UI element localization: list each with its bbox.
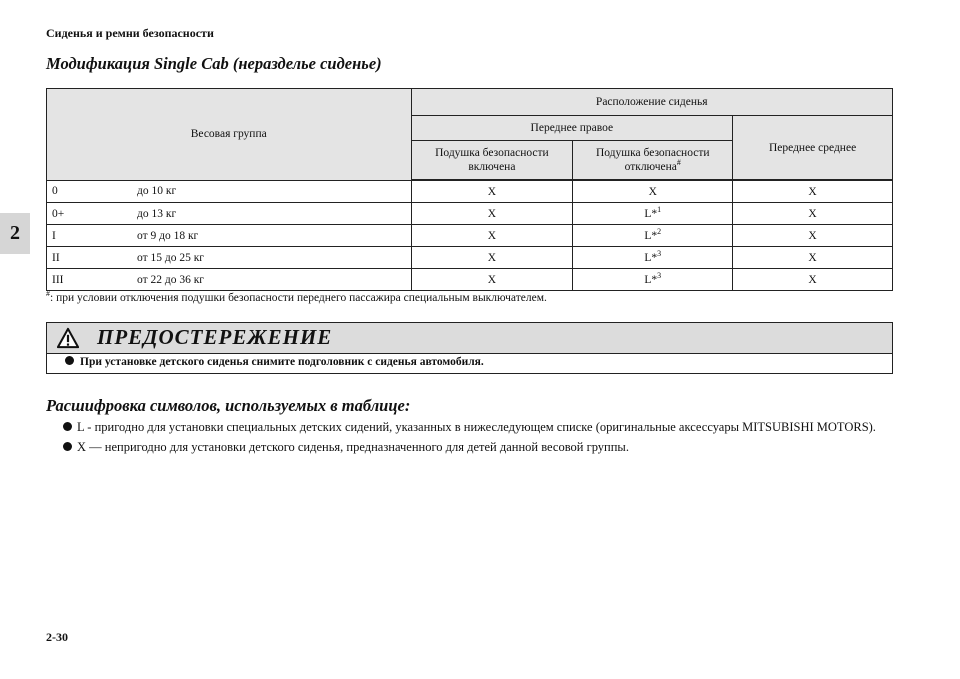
page-number: 2-30 — [46, 630, 68, 644]
warning-box — [46, 322, 893, 374]
table-row — [47, 180, 893, 203]
airbag-off-cell — [573, 180, 733, 203]
airbag-off-note: 1 — [657, 204, 662, 214]
child-seat-table — [46, 88, 893, 291]
group-range: от 15 до 25 кг — [137, 251, 205, 264]
footnote — [46, 289, 547, 304]
airbag-on-header: Подушка безопасности включена — [411, 141, 573, 181]
footnote-text: : при условии отключения подушки безопасности переднего пассажира специальным выключателем. — [50, 292, 547, 304]
airbag-off-cell — [573, 247, 733, 269]
group-range: до 10 кг — [137, 185, 177, 198]
warning-text-line — [65, 356, 484, 368]
table-row — [47, 269, 893, 291]
group-code: 0+ — [52, 207, 65, 220]
weight-group-header: Весовая группа — [47, 89, 412, 181]
table-row — [47, 225, 893, 247]
legend-item — [63, 419, 893, 435]
warning-text: При установке детского сиденья снимите подголовник с сиденья автомобиля. — [80, 356, 484, 368]
front-middle-cell: X — [733, 180, 893, 203]
section-title: Модификация Single Cab (неразделье сиденье) — [46, 54, 382, 73]
group-code: III — [52, 273, 64, 286]
bullet-icon — [65, 356, 74, 365]
group-code: 0 — [52, 185, 58, 198]
footnote-mark: # — [46, 289, 50, 299]
warning-triangle-icon — [57, 327, 79, 349]
airbag-on-cell: X — [411, 225, 573, 247]
front-middle-cell: X — [733, 225, 893, 247]
legend-item-text: X — непригодно для установки детского сиденья, предназначенного для детей данной весовой группы. — [77, 440, 629, 454]
legend-item — [63, 439, 893, 455]
table-row — [47, 203, 893, 225]
airbag-off-cell — [573, 269, 733, 291]
warning-header — [47, 323, 892, 354]
airbag-off-cell — [573, 225, 733, 247]
front-middle-cell: X — [733, 269, 893, 291]
warning-title: ПРЕДОСТЕРЕЖЕНИЕ — [97, 325, 333, 349]
group-range: от 22 до 36 кг — [137, 273, 205, 286]
front-middle-header: Переднее среднее — [733, 116, 893, 181]
bullet-icon — [63, 442, 72, 451]
legend-item-text: L - пригодно для установки специальных детских сидений, указанных в нижеследующем списке (оригинальные аксессуары MITSUBISHI MOTORS). — [77, 420, 876, 434]
table-row — [47, 247, 893, 269]
airbag-off-note: 3 — [657, 248, 662, 258]
airbag-off-header — [573, 141, 733, 181]
airbag-off-value: L* — [644, 229, 658, 242]
weight-group-cell — [47, 203, 412, 225]
airbag-on-cell: X — [411, 203, 573, 225]
front-middle-cell: X — [733, 247, 893, 269]
group-code: I — [52, 229, 56, 242]
legend-list — [63, 419, 893, 459]
front-middle-cell: X — [733, 203, 893, 225]
airbag-off-note: 3 — [657, 270, 662, 280]
weight-group-cell — [47, 247, 412, 269]
airbag-off-value: L* — [644, 251, 658, 264]
chapter-tab: 2 — [0, 213, 30, 254]
group-range: от 9 до 18 кг — [137, 229, 199, 242]
seat-position-header: Расположение сиденья — [411, 89, 893, 116]
airbag-off-note: 2 — [657, 226, 662, 236]
airbag-off-mark: # — [676, 158, 681, 168]
airbag-off-value: X — [648, 185, 657, 198]
airbag-on-cell: X — [411, 269, 573, 291]
weight-group-cell — [47, 180, 412, 203]
airbag-off-label: Подушка безопасности отключена — [595, 147, 710, 173]
airbag-off-cell — [573, 203, 733, 225]
legend-title: Расшифровка символов, используемых в таблице: — [46, 396, 411, 415]
front-right-header: Переднее правое — [411, 116, 733, 141]
group-range: до 13 кг — [137, 207, 177, 220]
bullet-icon — [63, 422, 72, 431]
airbag-off-value: L* — [644, 273, 658, 286]
group-code: II — [52, 251, 60, 264]
running-header: Сиденья и ремни безопасности — [46, 26, 214, 40]
weight-group-cell — [47, 269, 412, 291]
airbag-on-cell: X — [411, 180, 573, 203]
airbag-off-value: L* — [644, 207, 658, 220]
airbag-on-cell: X — [411, 247, 573, 269]
weight-group-cell — [47, 225, 412, 247]
